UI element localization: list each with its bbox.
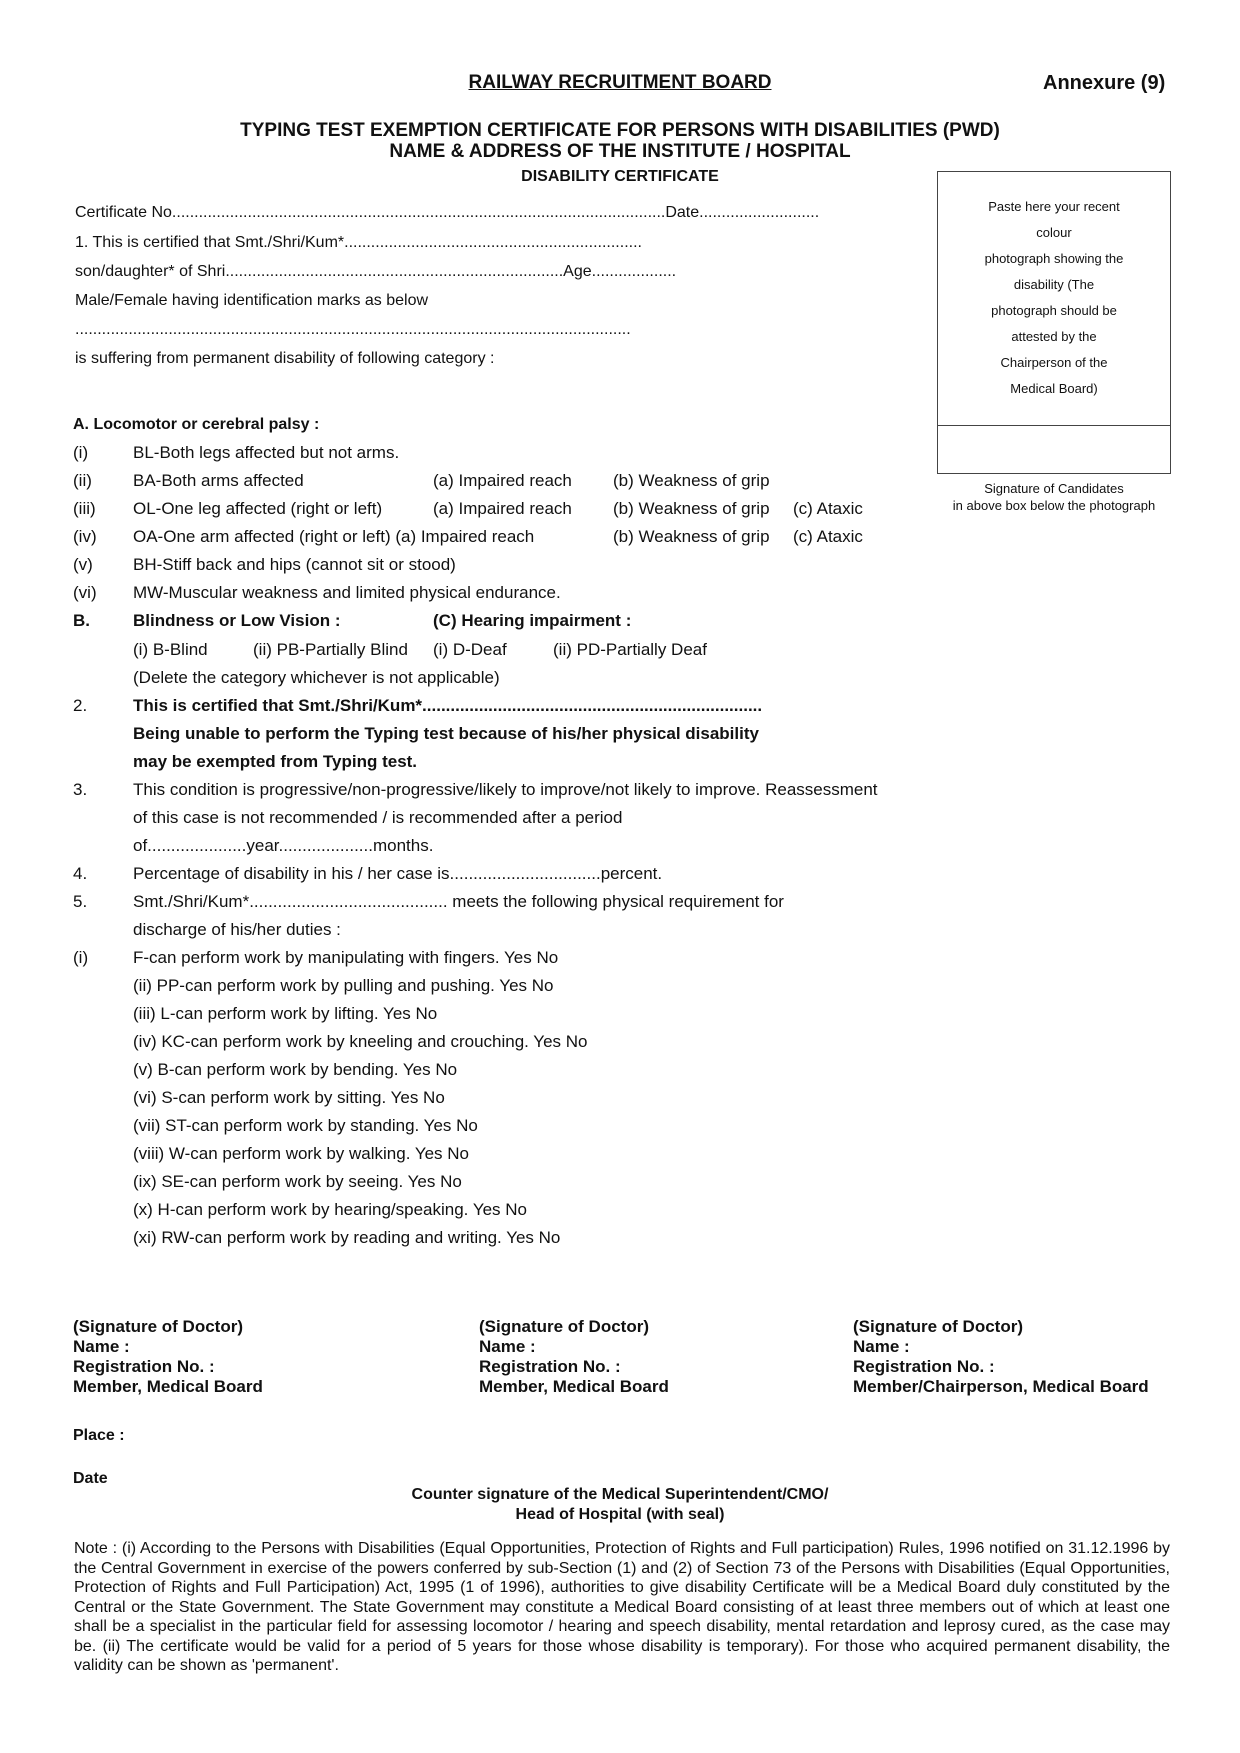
option-partially-deaf: (ii) PD-Partially Deaf xyxy=(553,640,707,659)
requirement-row xyxy=(0,1116,1240,1140)
category-intro: is suffering from permanent disability of following category : xyxy=(75,350,495,367)
photo-text-line: colour xyxy=(1036,225,1072,240)
certificate-number-line[interactable]: Certificate No...............................................................................................................Date........................... xyxy=(75,204,820,221)
row-text: MW-Muscular weakness and limited physical endurance. xyxy=(133,583,561,602)
item-2-line-2: Being unable to perform the Typing test because of his/her physical disability xyxy=(133,724,759,743)
item-2-row xyxy=(0,696,1240,720)
item-number: 3. xyxy=(73,780,88,799)
option-c: (c) Ataxic xyxy=(793,527,863,546)
option-deaf: (i) D-Deaf xyxy=(433,640,507,659)
item-2-row xyxy=(0,752,1240,776)
row-number: (v) xyxy=(73,555,93,574)
doctor-signature-block-1[interactable] xyxy=(73,1317,263,1397)
requirement-row xyxy=(0,1060,1240,1084)
photo-text-line: Paste here your recent xyxy=(988,199,1120,214)
requirement-item[interactable]: (ii) PP-can perform work by pulling and pushing. Yes No xyxy=(133,976,554,995)
row-text: OA-One arm affected (right or left) (a) Impaired reach xyxy=(133,527,535,546)
row-number: (ii) xyxy=(73,471,92,490)
disability-certificate-title: DISABILITY CERTIFICATE xyxy=(521,168,719,185)
identification-marks-field[interactable]: ............................................................................................................................. xyxy=(75,321,631,338)
disability-percentage-field[interactable]: Percentage of disability in his / her case is................................percent. xyxy=(133,864,663,883)
photo-instructions xyxy=(938,194,1170,402)
blindness-heading: Blindness or Low Vision : xyxy=(133,611,341,630)
locomotor-row xyxy=(0,555,1240,579)
delete-category-note: (Delete the category whichever is not applicable) xyxy=(133,668,500,687)
option-a: (a) Impaired reach xyxy=(433,499,572,518)
row-text: OL-One leg affected (right or left) xyxy=(133,499,383,518)
item-number: 5. xyxy=(73,892,88,911)
requirement-row xyxy=(0,1200,1240,1224)
requirement-row xyxy=(0,948,1240,972)
item-number: 2. xyxy=(73,696,88,715)
date-label[interactable]: Date xyxy=(73,1470,108,1487)
requirement-item[interactable]: (iii) L-can perform work by lifting. Yes No xyxy=(133,1004,438,1023)
physical-requirement-name-field[interactable]: Smt./Shri/Kum*.......................................... meets the following physical requirement for xyxy=(133,892,784,911)
requirement-item[interactable]: (iv) KC-can perform work by kneeling and crouching. Yes No xyxy=(133,1032,588,1051)
requirement-item[interactable]: (vii) ST-can perform work by standing. Yes No xyxy=(133,1116,478,1135)
item-2-line-3: may be exempted from Typing test. xyxy=(133,752,418,771)
legal-note: Note : (i) According to the Persons with Disabilities (Equal Opportunities, Protection of Rights and Full participation) Rules, 1996 notified on 31.12.1996 by the Central Government in exercise of the powers conferred by sub-Section (1) and (2) of Section 73 of the Persons with Disabilities (Equal Opportunities, Protection of Rights and Full Participation) Act, 1995 (1 of 1996), authorities to give disability Certificate will be a Medical Board duly constituted by the Central or the State Government. The State Government may constitute a Medical Board consisting of at least three members out of which at least one shall be a specialist in the particular field for assessing locomotor / hearing and speech disability, mental retardation and leprosy cured, as the case may be. (ii) The certificate would be valid for a period of 5 years for those whose disability is temporary). For those who acquired permanent disability, the validity can be shown as 'permanent'. xyxy=(74,1540,1170,1674)
item-number: (i) xyxy=(73,948,89,967)
counter-signature-line-2: Head of Hospital (with seal) xyxy=(515,1506,725,1523)
candidate-signature-caption-1: Signature of Candidates xyxy=(984,481,1124,496)
photo-text-line: attested by the xyxy=(1011,329,1097,344)
certificate-title: TYPING TEST EXEMPTION CERTIFICATE FOR PERSONS WITH DISABILITIES (PWD) xyxy=(240,120,1000,141)
item-5-row xyxy=(0,920,1240,944)
item-4-row xyxy=(0,864,1240,888)
doctor-signature-block-3[interactable] xyxy=(853,1317,1149,1397)
registration-label: Registration No. : xyxy=(853,1357,995,1376)
photo-text-line: disability (The xyxy=(1013,277,1095,292)
section-b-number: B. xyxy=(73,611,90,630)
row-number: (iv) xyxy=(73,527,97,546)
item-3-row xyxy=(0,808,1240,832)
section-b-heading-row xyxy=(0,611,1240,635)
row-text: BA-Both arms affected xyxy=(133,471,304,490)
option-blind: (i) B-Blind xyxy=(133,640,208,659)
photo-text-line: photograph showing the xyxy=(984,251,1124,266)
role-label: Member, Medical Board xyxy=(73,1377,263,1396)
locomotor-row xyxy=(0,583,1240,607)
option-c: (c) Ataxic xyxy=(793,499,863,518)
row-number: (iii) xyxy=(73,499,96,518)
item-3-line-2: of this case is not recommended / is recommended after a period xyxy=(133,808,623,827)
option-b: (b) Weakness of grip xyxy=(613,527,770,546)
name-label: Name : xyxy=(853,1337,910,1356)
board-title: RAILWAY RECRUITMENT BOARD xyxy=(468,72,772,93)
place-label[interactable]: Place : xyxy=(73,1427,125,1444)
candidate-signature-caption-2: in above box below the photograph xyxy=(952,498,1156,513)
row-text: BL-Both legs affected but not arms. xyxy=(133,443,400,462)
requirement-item[interactable]: (xi) RW-can perform work by reading and writing. Yes No xyxy=(133,1228,561,1247)
item-3-row xyxy=(0,780,1240,804)
requirement-item[interactable]: F-can perform work by manipulating with fingers. Yes No xyxy=(133,948,559,967)
reassessment-period-field[interactable]: of.....................year....................months. xyxy=(133,836,434,855)
option-a: (a) Impaired reach xyxy=(433,471,572,490)
photo-box[interactable] xyxy=(937,171,1171,474)
locomotor-row xyxy=(0,471,1240,495)
item-5-row xyxy=(0,892,1240,916)
role-label: Member, Medical Board xyxy=(479,1377,669,1396)
signature-label: (Signature of Doctor) xyxy=(73,1317,243,1336)
photo-text-line: Medical Board) xyxy=(1010,381,1098,396)
vision-hearing-options xyxy=(0,640,1240,664)
registration-label: Registration No. : xyxy=(479,1357,621,1376)
name-label: Name : xyxy=(73,1337,130,1356)
item-number: 4. xyxy=(73,864,88,883)
section-a-heading: A. Locomotor or cerebral palsy : xyxy=(73,416,320,433)
requirement-item[interactable]: (vi) S-can perform work by sitting. Yes No xyxy=(133,1088,445,1107)
photo-text-line: Chairperson of the xyxy=(1000,355,1108,370)
photo-text-line: photograph should be xyxy=(991,303,1117,318)
requirement-item[interactable]: (ix) SE-can perform work by seeing. Yes No xyxy=(133,1172,462,1191)
requirement-row xyxy=(0,1004,1240,1028)
requirement-row xyxy=(0,1228,1240,1252)
requirement-row xyxy=(0,976,1240,1000)
requirement-row xyxy=(0,1088,1240,1112)
requirement-row xyxy=(0,1172,1240,1196)
counter-signature-line-1: Counter signature of the Medical Superintendent/CMO/ xyxy=(411,1486,829,1503)
doctor-signature-block-2[interactable] xyxy=(479,1317,669,1397)
item-3-row xyxy=(0,836,1240,860)
row-number: (i) xyxy=(73,443,89,462)
name-label: Name : xyxy=(479,1337,536,1356)
institute-title: NAME & ADDRESS OF THE INSTITUTE / HOSPITAL xyxy=(389,141,851,162)
locomotor-row xyxy=(0,443,1240,467)
requirement-item[interactable]: (v) B-can perform work by bending. Yes No xyxy=(133,1060,458,1079)
identification-marks-label: Male/Female having identification marks as below xyxy=(75,292,429,309)
item-3-line-1: This condition is progressive/non-progressive/likely to improve/not likely to improve. Reassessment xyxy=(133,780,878,799)
row-text: BH-Stiff back and hips (cannot sit or stood) xyxy=(133,555,456,574)
requirement-item[interactable]: (viii) W-can perform work by walking. Yes No xyxy=(133,1144,470,1163)
signature-label: (Signature of Doctor) xyxy=(479,1317,649,1336)
locomotor-row xyxy=(0,527,1240,551)
parent-age-line[interactable]: son/daughter* of Shri............................................................................Age................... xyxy=(75,263,677,280)
registration-label: Registration No. : xyxy=(73,1357,215,1376)
option-b: (b) Weakness of grip xyxy=(613,471,770,490)
signature-label: (Signature of Doctor) xyxy=(853,1317,1023,1336)
requirement-item[interactable]: (x) H-can perform work by hearing/speaking. Yes No xyxy=(133,1200,528,1219)
item-2-row xyxy=(0,724,1240,748)
requirement-row xyxy=(0,1032,1240,1056)
role-label: Member/Chairperson, Medical Board xyxy=(853,1377,1149,1396)
row-number: (vi) xyxy=(73,583,97,602)
option-partially-blind: (ii) PB-Partially Blind xyxy=(253,640,408,659)
annexure-label: Annexure (9) xyxy=(1043,72,1166,94)
hearing-heading: (C) Hearing impairment : xyxy=(433,611,632,630)
item-5-line-2: discharge of his/her duties : xyxy=(133,920,341,939)
requirement-row xyxy=(0,1144,1240,1168)
item-2-line-1[interactable]: This is certified that Smt./Shri/Kum*........................................................................ xyxy=(133,696,763,715)
certified-name-line[interactable]: 1. This is certified that Smt./Shri/Kum*................................................................... xyxy=(75,234,642,251)
locomotor-row xyxy=(0,499,1240,523)
photo-divider xyxy=(938,425,1170,426)
delete-category-note-row xyxy=(0,668,1240,692)
option-b: (b) Weakness of grip xyxy=(613,499,770,518)
